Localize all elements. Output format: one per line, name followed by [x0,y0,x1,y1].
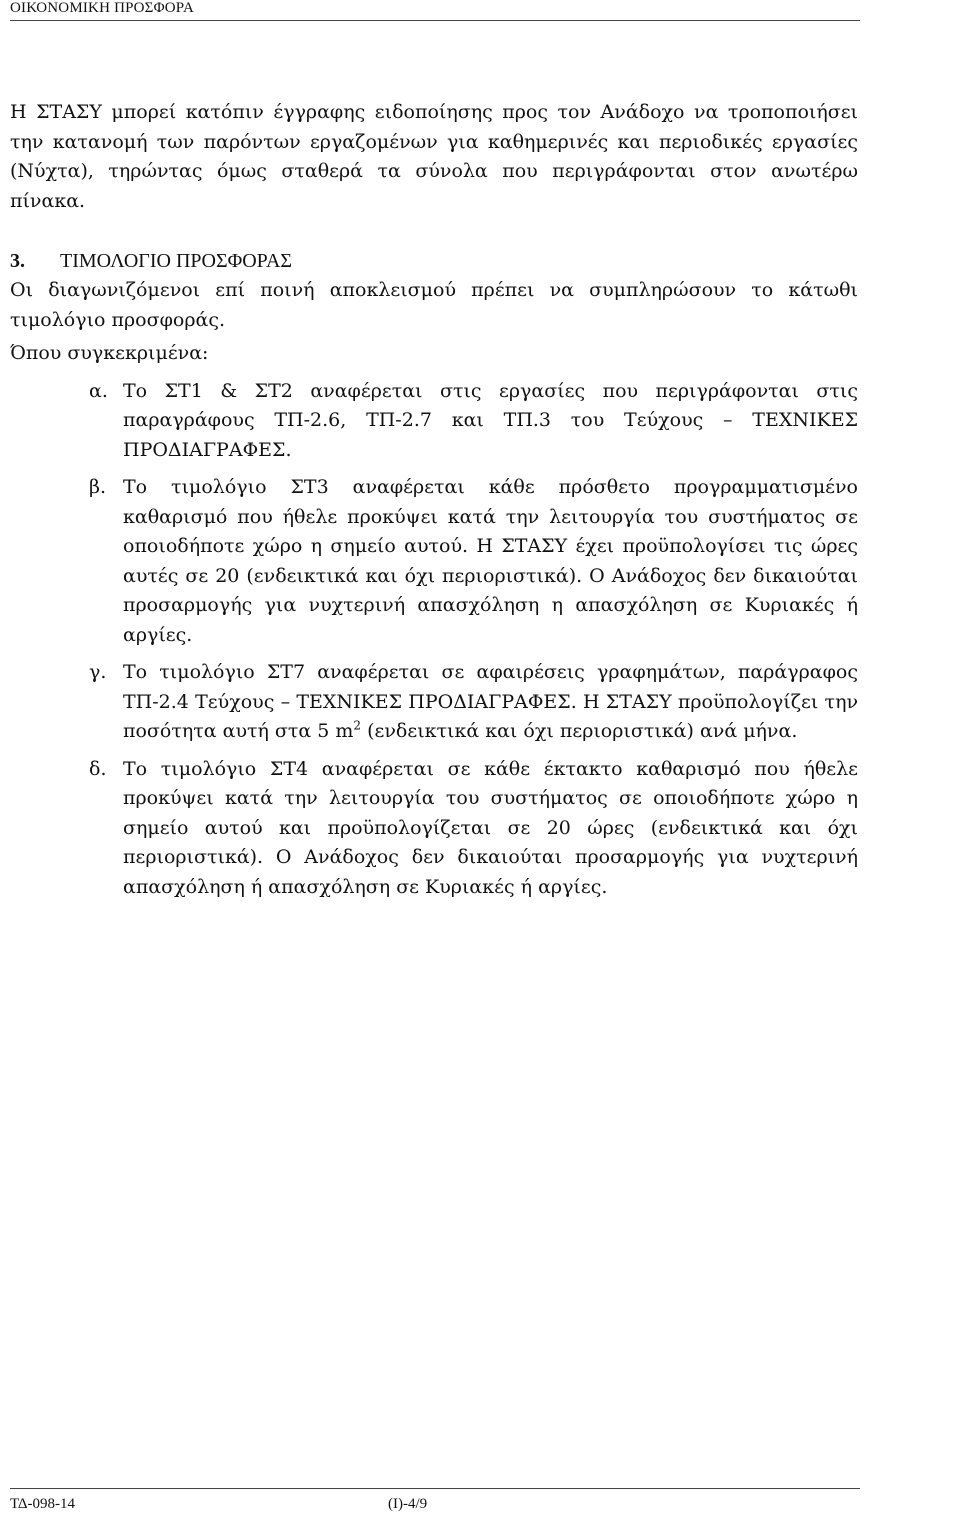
list-item-label: δ. [89,757,107,780]
list-item-text-part: (ενδεικτικά και όχι περιοριστικά) ανά μήνα. [361,720,798,742]
list-item-text-part: Το τιμολόγιο ΣΤ7 αναφέρεται σε αφαιρέσεις γραφημάτων, παράγραφος ΤΠ-2.4 Τεύχους – ΤΕΧΝΙΚΕΣ ΠΡΟΔΙΑΓΡΑΦΕΣ. Η ΣΤΑΣΥ προϋπολογίζει την ποσότητα αυτή στα 5 m [123,661,858,742]
header-title: ΟΙΚΟΝΟΜΙΚΗ ΠΡΟΣΦΟΡΑ [10,0,195,16]
list-item-text: Το ΣΤ1 & ΣΤ2 αναφέρεται στις εργασίες που περιγράφονται στις παραγράφους ΤΠ-2.6, ΤΠ-2.7 και ΤΠ.3 του Τεύχους – ΤΕΧΝΙΚΕΣ ΠΡΟΔΙΑΓΡΑΦΕΣ. [123,379,858,461]
list-item-label: γ. [89,661,107,683]
superscript: 2 [353,718,362,733]
section-heading [10,246,858,276]
list-item-d [10,755,858,903]
where-label: Όπου συγκεκριμένα: [10,342,209,364]
page-number: (Ι)-4/9 [388,1496,428,1512]
list-item-label: α. [89,379,108,402]
intro-paragraph: Η ΣΤΑΣΥ μπορεί κατόπιν έγγραφης ειδοποίησης προς τον Ανάδοχο να τροποποιήσει την κατανομή των παρόντων εργαζομένων για καθημερινές και περιοδικές εργασίες (Νύχτα), τηρώντας όμως σταθερά τα σύνολα που περιγράφονται στον ανωτέρω πίνακα. [10,101,858,212]
section-title: ΤΙΜΟΛΟΓΙΟ ΠΡΟΣΦΟΡΑΣ [60,250,293,272]
section-intro: Οι διαγωνιζόμενοι επί ποινή αποκλεισμού πρέπει να συμπληρώσουν το κάτωθι τιμολόγιο προσφοράς. [10,279,858,331]
list-item-text: Το τιμολόγιο ΣΤ3 αναφέρεται κάθε πρόσθετο προγραμματισμένο καθαρισμό που ήθελε προκύψει κατά την λειτουργία του συστήματος σε οποιοδήποτε χώρο η σημείο αυτού. Η ΣΤΑΣΥ έχει προϋπολογίσει τις ώρες αυτές σε 20 (ενδεικτικά και όχι περιοριστικά). Ο Ανάδοχος δεν δικαιούται προσαρμογής για νυχτερινή απασχόληση η απασχόληση σε Κυριακές ή αργίες. [123,476,858,646]
list-item-label: β. [89,476,107,498]
document-body [10,98,858,902]
page-header [10,0,860,21]
list-item-a [10,377,858,466]
document-code: ΤΔ-098-14 [10,1496,76,1512]
page-footer [10,1488,860,1512]
list-item-c [10,658,858,747]
section-number: 3. [10,250,25,272]
list-item-b [10,473,858,650]
list-item-text [123,658,858,747]
list-item-text: Το τιμολόγιο ΣΤ4 αναφέρεται σε κάθε έκτακτο καθαρισμό που ήθελε προκύψει κατά την λειτουργία του συστήματος σε οποιοδήποτε χώρο η σημείο αυτού και προϋπολογίζεται σε 20 ώρες (ενδεικτικά και όχι περιοριστικά). Ο Ανάδοχος δεν δικαιούται προσαρμογής για νυχτερινή απασχόληση ή απασχόληση σε Κυριακές ή αργίες. [123,757,858,898]
